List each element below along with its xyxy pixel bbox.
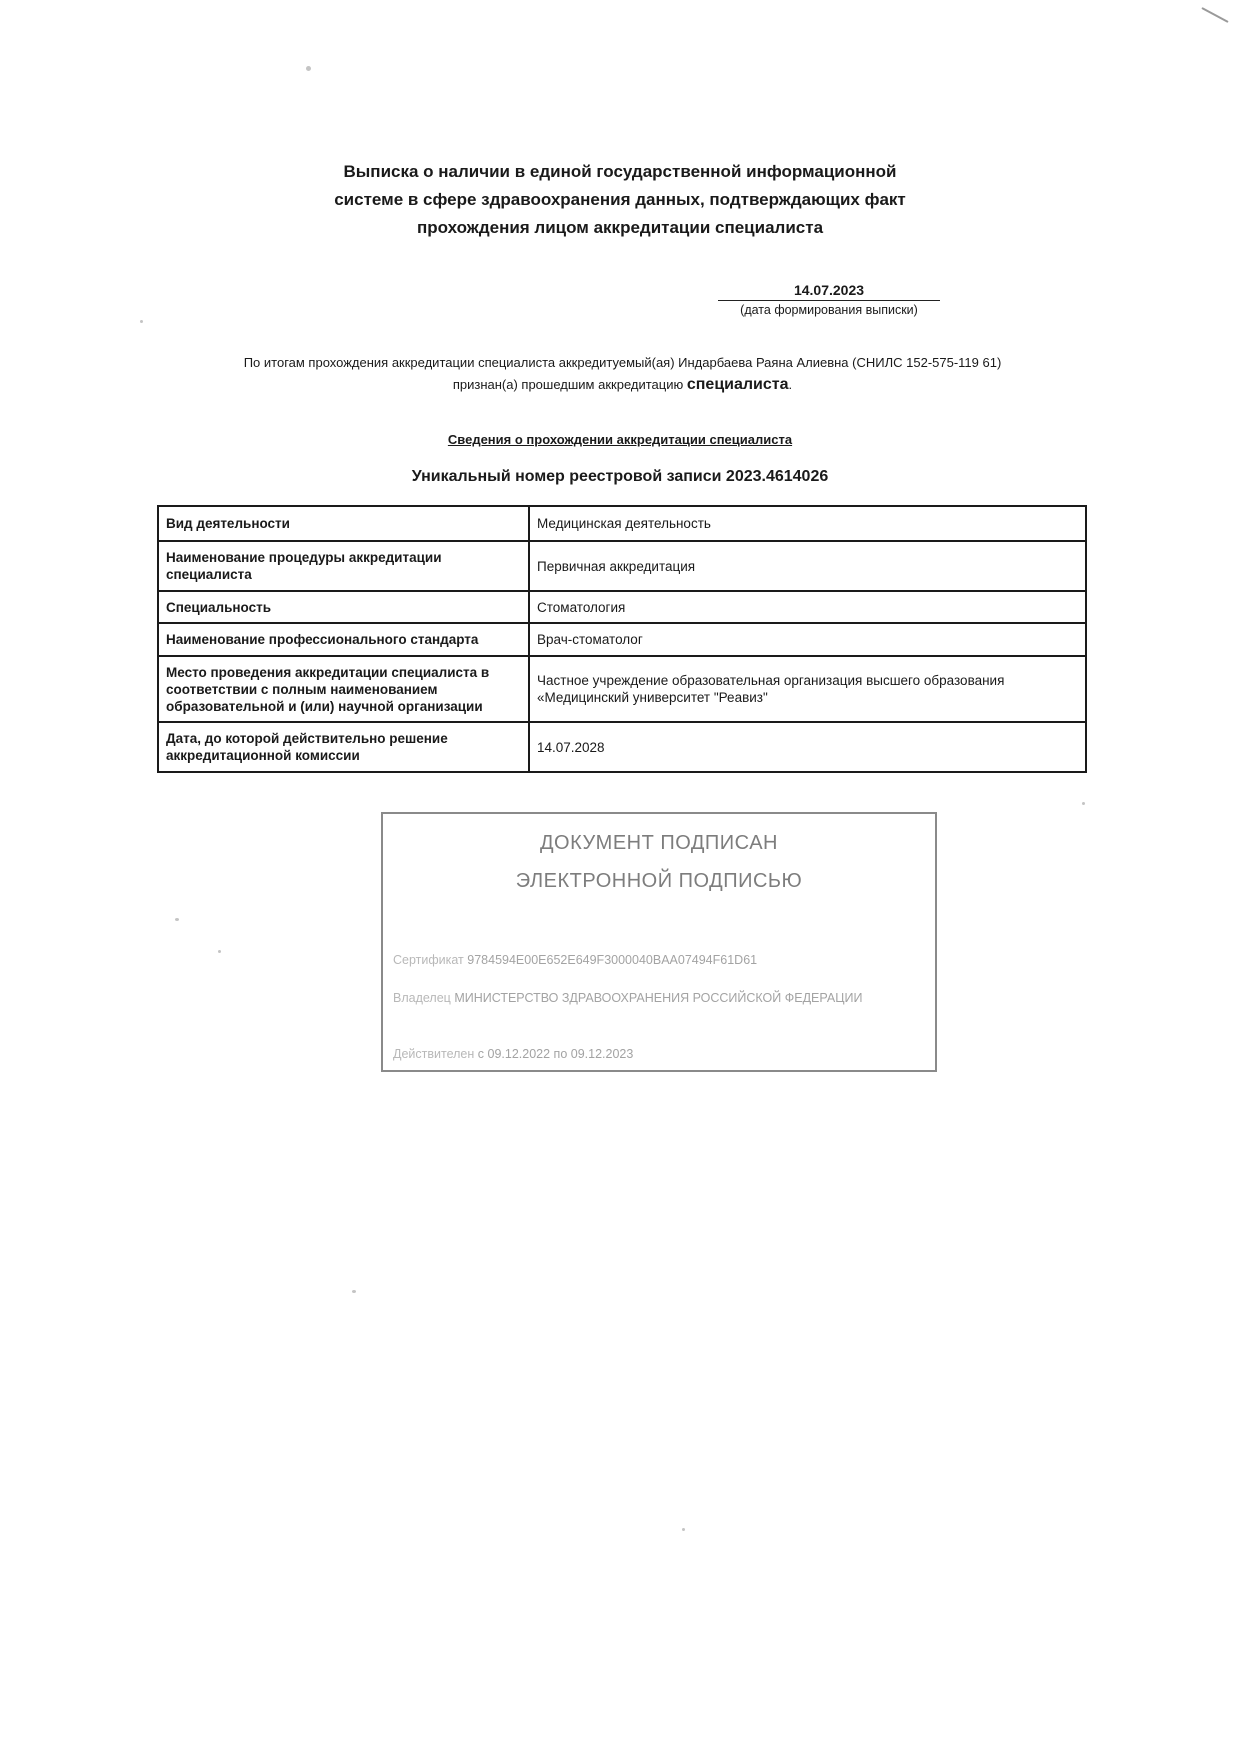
accreditation-info-table	[157, 505, 1087, 773]
intro-paragraph	[150, 352, 1095, 396]
title-line-1: Выписка о наличии в единой государственной информационной	[343, 162, 897, 181]
extract-date: 14.07.2023	[718, 282, 940, 301]
row-value: Врач-стоматолог	[529, 623, 1086, 656]
title-line-2: системе в сфере здравоохранения данных, подтверждающих факт	[334, 190, 906, 209]
intro-line-2	[150, 374, 1095, 396]
stamp-line-2: ЭЛЕКТРОННОЙ ПОДПИСЬЮ	[515, 870, 803, 892]
extract-date-block	[718, 282, 940, 317]
validity-to: 09.12.2023	[570, 1047, 634, 1061]
intro-line-2-suffix: .	[788, 377, 793, 392]
scan-speck	[1082, 802, 1085, 805]
document-title	[300, 158, 940, 242]
validity-label: Действителен	[393, 1047, 475, 1061]
intro-line-2-emphasis: специалиста	[686, 376, 789, 393]
row-label: Место проведения аккредитации специалиста в соответствии с полным наименованием образовательной и (или) научной организации	[158, 656, 529, 722]
row-value: Первичная аккредитация	[529, 541, 1086, 591]
stamp-certificate	[393, 952, 928, 969]
table-row	[158, 541, 1086, 591]
validity-from: 09.12.2022	[487, 1047, 551, 1061]
row-label: Специальность	[158, 591, 529, 623]
scan-speck	[1201, 7, 1228, 23]
intro-line-1: По итогам прохождения аккредитации специалиста аккредитуемый(ая) Индарбаева Раяна Алиевна (СНИЛС 152-575-119 61)	[243, 355, 1002, 370]
scan-speck	[306, 66, 311, 71]
row-label: Дата, до которой действительно решение аккредитационной комиссии	[158, 722, 529, 772]
table-row	[158, 722, 1086, 772]
section-title: Сведения о прохождении аккредитации специалиста	[447, 432, 793, 447]
row-label: Наименование профессионального стандарта	[158, 623, 529, 656]
stamp-line-1: ДОКУМЕНТ ПОДПИСАН	[540, 832, 778, 854]
row-value: Медицинская деятельность	[529, 506, 1086, 541]
validity-to-label: по	[553, 1047, 568, 1061]
scan-speck	[218, 950, 221, 953]
table-row	[158, 591, 1086, 623]
stamp-validity	[393, 1046, 928, 1063]
registry-number: Уникальный номер реестровой записи 2023.4614026	[411, 468, 829, 485]
row-value: 14.07.2028	[529, 722, 1086, 772]
table-row	[158, 656, 1086, 722]
row-value: Частное учреждение образовательная организация высшего образования «Медицинский университет "Реавиз"	[529, 656, 1086, 722]
intro-line-2-prefix: признан(а) прошедшим аккредитацию	[452, 377, 684, 392]
scan-speck	[140, 320, 143, 323]
row-label: Наименование процедуры аккредитации специалиста	[158, 541, 529, 591]
extract-date-caption: (дата формирования выписки)	[740, 303, 918, 317]
scan-speck	[175, 918, 179, 921]
row-label: Вид деятельности	[158, 506, 529, 541]
scan-speck	[682, 1528, 685, 1531]
row-value: Стоматология	[529, 591, 1086, 623]
owner-label: Владелец	[393, 991, 451, 1005]
validity-from-label: с	[477, 1047, 485, 1061]
owner-value: МИНИСТЕРСТВО ЗДРАВООХРАНЕНИЯ РОССИЙСКОЙ ФЕДЕРАЦИИ	[454, 991, 863, 1005]
certificate-label: Сертификат	[393, 953, 464, 967]
table-row	[158, 506, 1086, 541]
stamp-owner	[393, 990, 928, 1007]
certificate-value: 9784594E00E652E649F3000040BAA07494F61D61	[467, 953, 758, 967]
electronic-signature-stamp	[381, 812, 937, 1072]
title-line-3: прохождения лицом аккредитации специалиста	[416, 218, 824, 237]
table-row	[158, 623, 1086, 656]
scan-speck	[352, 1290, 356, 1293]
